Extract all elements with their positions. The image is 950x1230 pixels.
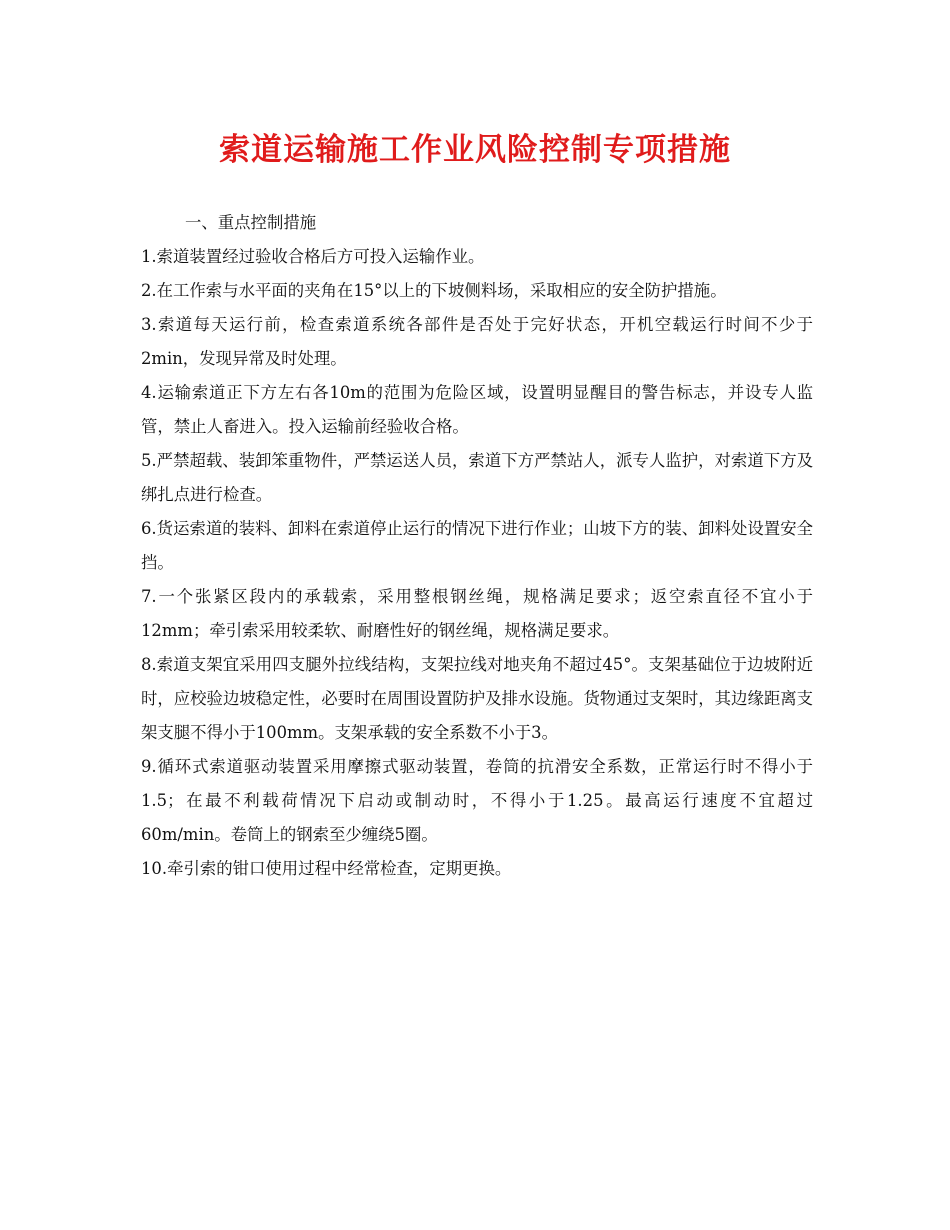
list-item-3: 3.索道每天运行前，检查索道系统各部件是否处于完好状态，开机空载运行时间不少于2min，发现异常及时处理。	[141, 315, 813, 368]
list-item-1: 1.索道装置经过验收合格后方可投入运输作业。	[141, 247, 485, 266]
list-item-5: 5.严禁超载、装卸笨重物件，严禁运送人员，索道下方严禁站人，派专人监护，对索道下方及绑扎点进行检查。	[141, 451, 813, 504]
section-heading: 一、重点控制措施	[185, 213, 317, 232]
list-item-6: 6.货运索道的装料、卸料在索道停止运行的情况下进行作业；山坡下方的装、卸料处设置安全挡。	[141, 519, 813, 572]
list-item-9: 9.循环式索道驱动装置采用摩擦式驱动装置，卷筒的抗滑安全系数，正常运行时不得小于1.5；在最不利载荷情况下启动或制动时，不得小于1.25。最高运行速度不宜超过60m/min。卷筒上的钢索至少缠绕5圈。	[141, 757, 813, 844]
list-item-2: 2.在工作索与水平面的夹角在15°以上的下坡侧料场，采取相应的安全防护措施。	[141, 281, 727, 300]
document-body	[141, 206, 813, 886]
list-item-10: 10.牵引索的钳口使用过程中经常检查，定期更换。	[141, 859, 512, 878]
document-title: 索道运输施工作业风险控制专项措施	[219, 132, 731, 168]
list-item-7: 7.一个张紧区段内的承载索，采用整根钢丝绳，规格满足要求；返空索直径不宜小于12mm；牵引索采用较柔软、耐磨性好的钢丝绳，规格满足要求。	[141, 587, 813, 640]
list-item-4: 4.运输索道正下方左右各10m的范围为危险区域，设置明显醒目的警告标志，并设专人监管，禁止人畜进入。投入运输前经验收合格。	[141, 383, 813, 436]
list-item-8: 8.索道支架宜采用四支腿外拉线结构，支架拉线对地夹角不超过45°。支架基础位于边坡附近时，应校验边坡稳定性，必要时在周围设置防护及排水设施。货物通过支架时，其边缘距离支架支腿不得小于100mm。支架承载的安全系数不小于3。	[141, 655, 814, 742]
